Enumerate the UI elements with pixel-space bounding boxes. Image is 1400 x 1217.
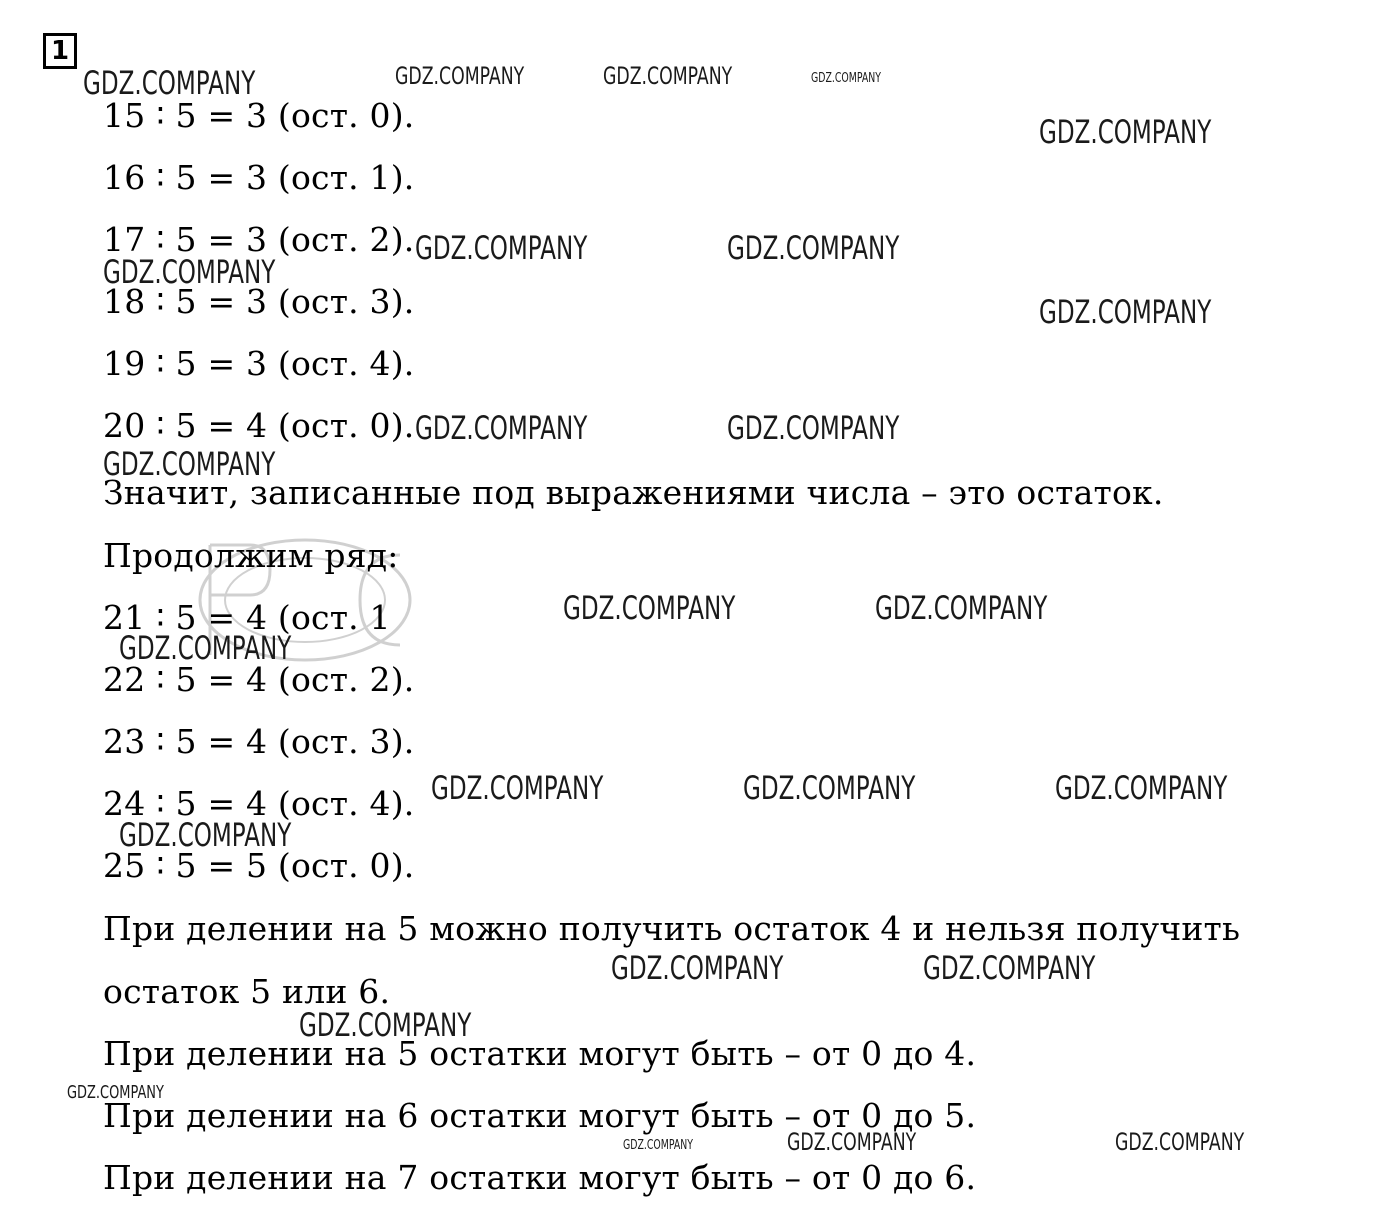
text-line: 22 ∶ 5 = 4 (ост. 2). xyxy=(103,660,415,699)
text-line: 23 ∶ 5 = 4 (ост. 3). xyxy=(103,722,415,761)
text-line: 20 ∶ 5 = 4 (ост. 0). xyxy=(103,406,415,445)
text-line: 15 ∶ 5 = 3 (ост. 0). xyxy=(103,96,415,135)
watermark: GDZ.COMPANY xyxy=(623,1138,693,1153)
watermark: GDZ.COMPANY xyxy=(1115,1128,1245,1156)
watermark: GDZ.COMPANY xyxy=(1039,113,1212,151)
text-line: остаток 5 или 6. xyxy=(103,972,391,1011)
watermark: GDZ.COMPANY xyxy=(83,64,256,102)
watermark: GDZ.COMPANY xyxy=(875,589,1048,627)
watermark: GDZ.COMPANY xyxy=(923,949,1096,987)
task-number-box: 1 xyxy=(43,33,77,69)
watermark: GDZ.COMPANY xyxy=(603,62,733,90)
watermark: GDZ.COMPANY xyxy=(119,816,292,854)
watermark: GDZ.COMPANY xyxy=(787,1128,917,1156)
watermark: GDZ.COMPANY xyxy=(811,71,881,86)
text-line: 18 ∶ 5 = 3 (ост. 3). xyxy=(103,282,415,321)
watermark: GDZ.COMPANY xyxy=(415,409,588,447)
text-line: Значит, записанные под выражениями числа – это остаток. xyxy=(103,473,1164,512)
watermark: GDZ.COMPANY xyxy=(103,253,276,291)
watermark: GDZ.COMPANY xyxy=(431,769,604,807)
watermark: GDZ.COMPANY xyxy=(415,229,588,267)
watermark: GDZ.COMPANY xyxy=(727,409,900,447)
watermark: GDZ.COMPANY xyxy=(395,62,525,90)
watermark: GDZ.COMPANY xyxy=(1039,293,1212,331)
watermark: GDZ.COMPANY xyxy=(119,629,292,667)
text-line: 16 ∶ 5 = 3 (ост. 1). xyxy=(103,158,415,197)
text-line: При делении на 7 остатки могут быть – от 0 до 6. xyxy=(103,1158,977,1197)
watermark: GDZ.COMPANY xyxy=(611,949,784,987)
watermark: GDZ.COMPANY xyxy=(743,769,916,807)
watermark: GDZ.COMPANY xyxy=(563,589,736,627)
text-line: Продолжим ряд: xyxy=(103,536,399,575)
watermark: GDZ.COMPANY xyxy=(103,445,276,483)
text-line: При делении на 5 можно получить остаток 4 и нельзя получить xyxy=(103,909,1241,948)
text-line: 19 ∶ 5 = 3 (ост. 4). xyxy=(103,344,415,383)
watermark: GDZ.COMPANY xyxy=(727,229,900,267)
watermark: GDZ.COMPANY xyxy=(67,1082,164,1103)
text-line: При делении на 5 остатки могут быть – от 0 до 4. xyxy=(103,1034,977,1073)
text-line: 24 ∶ 5 = 4 (ост. 4). xyxy=(103,784,415,823)
watermark: GDZ.COMPANY xyxy=(1055,769,1228,807)
text-line: 25 ∶ 5 = 5 (ост. 0). xyxy=(103,846,415,885)
text-line: 17 ∶ 5 = 3 (ост. 2). xyxy=(103,220,415,259)
text-line: При делении на 6 остатки могут быть – от 0 до 5. xyxy=(103,1096,977,1135)
text-line: 21 ∶ 5 = 4 (ост. 1 xyxy=(103,598,391,637)
watermark: GDZ.COMPANY xyxy=(299,1006,472,1044)
